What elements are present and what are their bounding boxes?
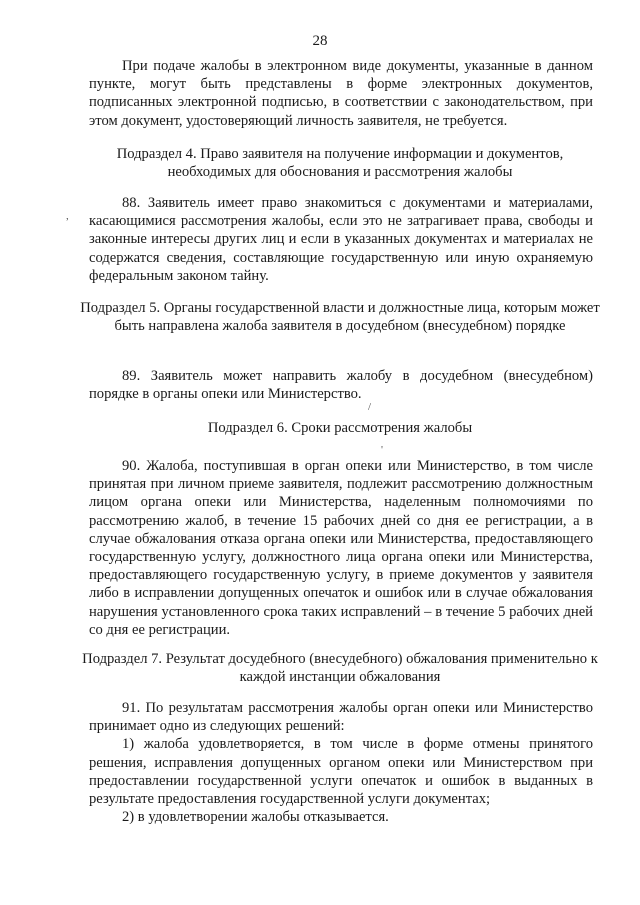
scan-speck: ' [381,444,383,456]
subsection-7-heading: Подраздел 7. Результат досудебного (внесудебного) обжалования применительно к каждой инстанции обжалования [82,651,598,686]
paragraph-91 [89,699,593,826]
decision-item-1: 1) жалоба удовлетворяется, в том числе в форме отмены принятого решения, исправления допущенных органом опеки или Министерством при предоставлении государственной услуги опечаток и ошибок в выданных в результате предоставления государственной услуги документах; [89,736,593,808]
paragraph-89 [89,367,593,403]
paragraph-91-text: 91. По результатам рассмотрения жалобы орган опеки или Министерство принимает одно из следующих решений: [89,700,593,735]
scan-speck: / [368,401,372,413]
intro-text: При подаче жалобы в электронном виде документы, указанные в данном пункте, могут быть представлены в форме электронных документов, подписанных электронной подписью, в соответствии с законодательством, при этом документ, удостоверяющий личность заявителя, не требуется. [89,58,593,129]
subsection-5-heading: Подраздел 5. Органы государственной власти и должностные лица, которым может быть направлена жалоба заявителя в досудебном (внесудебном) порядке [80,300,600,335]
subsection-4-heading: Подраздел 4. Право заявителя на получение информации и документов, необходимых для обоснования и рассмотрения жалобы [116,146,564,181]
scan-speck: , [66,210,69,222]
subsection-6-heading: Подраздел 6. Сроки рассмотрения жалобы [207,420,473,436]
decision-item-2: 2) в удовлетворении жалобы отказывается. [122,809,389,826]
paragraph-88 [89,194,593,285]
page-number: 28 [312,33,328,49]
intro-paragraph [89,57,593,130]
paragraph-89-text: 89. Заявитель может направить жалобу в досудебном (внесудебном) порядке в органы опеки или Министерство. [89,368,593,403]
paragraph-90 [89,457,593,639]
paragraph-90-text: 90. Жалоба, поступившая в орган опеки или Министерство, в том числе принятая при личном приеме заявителя, подлежит рассмотрению должностным лицом органа опеки или Министерства, наделенным полномочиями по рассмотрению жалоб, в течение 15 рабочих дней со дня ее регистрации, а в случае обжалования отказа органа опеки или Министерства, предоставляющего государственную услугу, должностного лица органа опеки или Министерства, предоставляющего государственную услугу, в приеме документов у заявителя либо в исправлении допущенных опечаток и ошибок или в случае обжалования нарушения установленного срока таких исправлений – в течение 5 рабочих дней со дня ее регистрации. [89,458,593,638]
paragraph-88-text: 88. Заявитель имеет право знакомиться с документами и материалами, касающимися рассмотрения жалобы, если это не затрагивает права, свободы и законные интересы других лиц и если в указанных документах и материалах не содержатся сведения, составляющие государственную или иную охраняемую федеральным законом тайну. [89,195,593,284]
